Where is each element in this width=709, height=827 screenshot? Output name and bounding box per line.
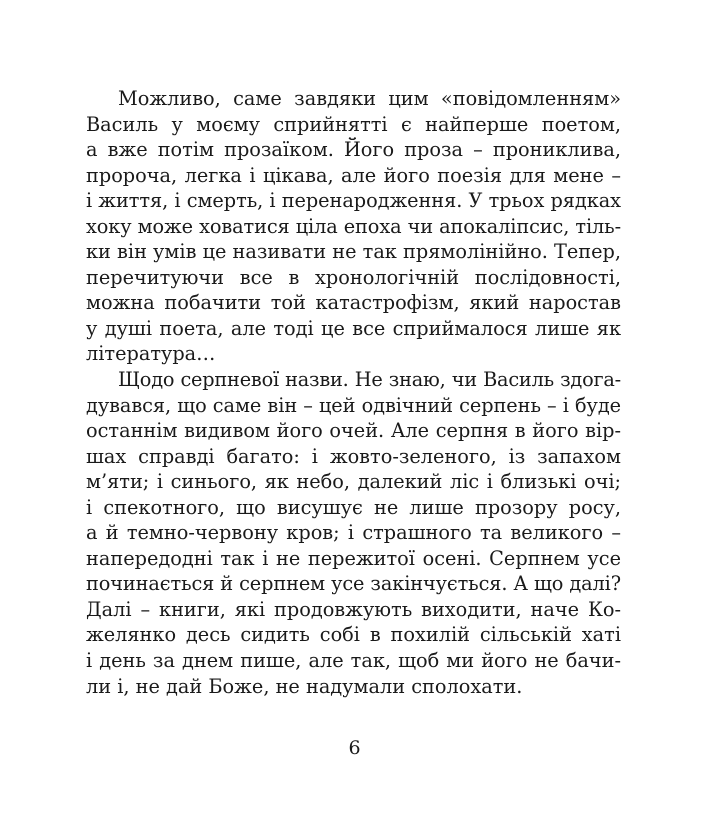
text-line: а й темно-червону кров; і страшного та великого – (86, 521, 621, 545)
text-line: починається й серпнем усе закінчується. А що далі? (86, 572, 621, 596)
text-line: і день за днем пише, але так, щоб ми його не бачи- (86, 649, 621, 673)
text-line: ли і, не дай Боже, не надумали сполохати. (86, 674, 523, 698)
text-line: шах справді багато: і жовто-зеленого, із запахом (86, 444, 621, 468)
text-line: останнім видивом його очей. Але серпня в його вір- (86, 419, 621, 443)
text-line: м’яти; і синього, як небо, далекий ліс і близькі очі; (86, 470, 621, 494)
text-line: у душі поета, але тоді це все сприймалося лише як (86, 316, 621, 340)
text-line: література… (86, 342, 216, 366)
text-line: і спекотного, що висушує не лише прозору росу, (86, 495, 621, 519)
page-number: 6 (348, 737, 361, 759)
text-line: можна побачити той катастрофізм, який наростав (86, 291, 621, 315)
text-line: Василь у моєму сприйнятті є найперше поетом, (86, 112, 621, 136)
text-line: Далі – книги, які продовжують виходити, наче Ко- (86, 597, 621, 621)
text-line: пророча, легка і цікава, але його поезія для мене – (86, 163, 621, 187)
text-line: дувався, що саме він – цей одвічний серпень – і буде (86, 393, 621, 417)
paragraph-2 (86, 367, 621, 699)
text-line: і життя, і смерть, і перенародження. У трьох рядках (86, 189, 621, 213)
body-text (86, 86, 621, 699)
text-line: Щодо серпневої назви. Не знаю, чи Василь здога- (118, 368, 621, 392)
text-line: напередодні так і не пережитої осені. Серпнем усе (86, 546, 621, 570)
paragraph-1 (86, 86, 621, 367)
text-line: перечитуючи все в хронологічній послідовності, (86, 265, 621, 289)
text-line: желянко десь сидить собі в похилій сільській хаті (86, 623, 621, 647)
text-line: ки він умів це називати не так прямолінійно. Тепер, (86, 240, 621, 264)
text-line: а вже потім прозаїком. Його проза – прониклива, (86, 138, 621, 162)
text-line: Можливо, саме завдяки цим «повідомленням» (118, 87, 621, 110)
text-line: хоку може ховатися ціла епоха чи апокаліпсис, тіль- (86, 214, 621, 238)
